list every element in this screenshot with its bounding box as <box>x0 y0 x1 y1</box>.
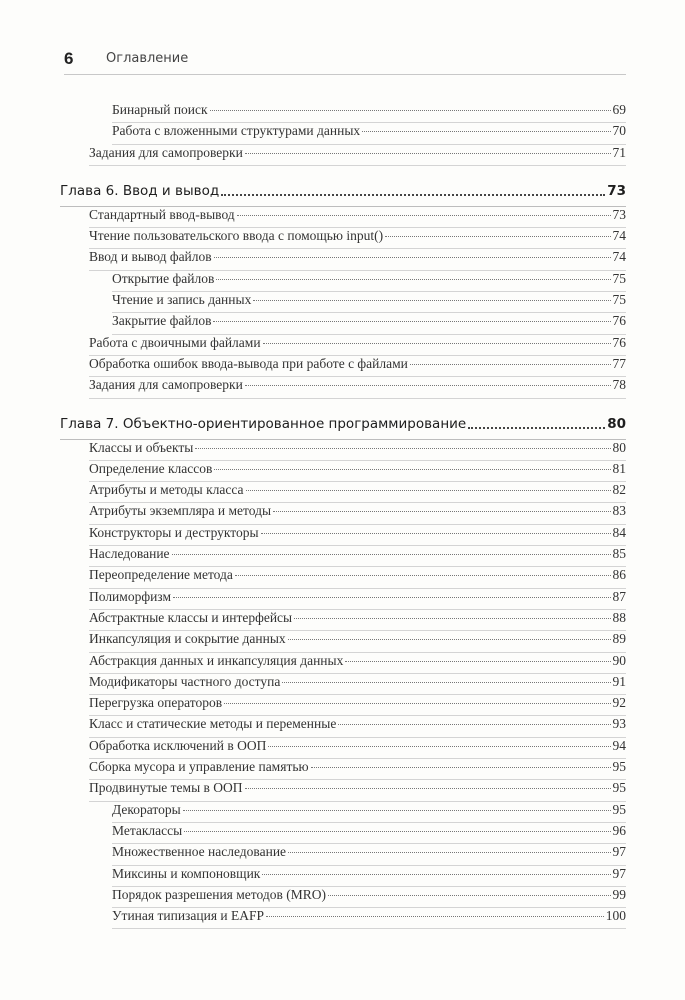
toc-page-number: 78 <box>612 377 626 393</box>
toc-page-number: 74 <box>612 228 626 244</box>
dot-leader <box>224 703 610 704</box>
toc-page-number: 95 <box>612 780 626 796</box>
dot-leader <box>410 364 611 365</box>
toc-page-number: 69 <box>612 102 626 117</box>
toc-page-number: 87 <box>612 588 626 604</box>
dot-leader <box>245 385 611 386</box>
toc-entry-title: Множественное наследование <box>112 844 287 860</box>
toc-page-number: 77 <box>612 355 626 371</box>
toc-entry-title: Глава 7. Объектно-ориентированное программирование <box>60 415 467 432</box>
toc-subsection[interactable] <box>60 313 626 334</box>
toc-entry-title: Порядок разрешения методов (MRO) <box>112 886 326 902</box>
toc-section[interactable] <box>60 674 626 695</box>
toc-page-number: 80 <box>612 439 626 455</box>
toc-page-number: 94 <box>612 737 626 753</box>
toc-entry-title: Утиная типизация и EAFP <box>112 908 265 924</box>
table-of-contents <box>60 102 626 929</box>
dot-leader <box>172 554 611 555</box>
dot-leader <box>262 874 610 875</box>
page-number: 6 <box>64 49 74 68</box>
toc-entry-title: Глава 6. Ввод и вывод <box>60 182 220 199</box>
toc-section[interactable] <box>60 695 626 716</box>
toc-section[interactable] <box>60 780 626 801</box>
dot-leader <box>245 153 611 154</box>
dot-leader <box>210 110 611 111</box>
toc-section[interactable] <box>60 738 626 759</box>
toc-page-number: 76 <box>612 334 626 350</box>
toc-entry-title: Работа с вложенными структурами данных <box>112 123 361 139</box>
toc-subsection[interactable] <box>60 887 626 908</box>
toc-page-number: 90 <box>612 652 626 668</box>
toc-page-number: 74 <box>612 249 626 265</box>
dot-leader <box>184 831 610 832</box>
toc-entry-title: Ввод и вывод файлов <box>89 249 212 265</box>
dot-leader <box>282 682 610 683</box>
toc-page-number: 75 <box>612 270 626 286</box>
dot-leader <box>261 533 611 534</box>
toc-page-number: 70 <box>612 123 626 139</box>
toc-section[interactable] <box>60 207 626 228</box>
toc-page-number: 84 <box>612 524 626 540</box>
toc-subsection[interactable] <box>60 823 626 844</box>
toc-page-number: 97 <box>612 844 626 860</box>
dot-leader <box>195 448 610 449</box>
toc-entry-title: Полиморфизм <box>89 588 171 604</box>
toc-entry-title: Чтение пользовательского ввода с помощью input() <box>89 228 384 244</box>
toc-entry-title: Класс и статические методы и переменные <box>89 716 337 732</box>
dot-leader <box>345 661 610 662</box>
toc-entry-title: Задания для самопроверки <box>89 377 243 393</box>
toc-subsection[interactable] <box>60 102 626 123</box>
dot-leader <box>216 279 610 280</box>
toc-entry-title: Открытие файлов <box>112 270 215 286</box>
dot-leader <box>221 194 605 196</box>
dot-leader <box>245 788 611 789</box>
dot-leader <box>468 427 605 429</box>
toc-chapter[interactable] <box>60 409 626 440</box>
page-header <box>64 48 626 75</box>
dot-leader <box>235 575 611 576</box>
toc-page-number: 85 <box>612 546 626 562</box>
toc-page-number: 86 <box>612 567 626 583</box>
section-gap <box>60 399 626 409</box>
toc-page-number: 71 <box>612 144 626 160</box>
toc-section[interactable] <box>60 482 626 503</box>
toc-section[interactable] <box>60 759 626 780</box>
dot-leader <box>273 511 610 512</box>
dot-leader <box>328 895 611 896</box>
toc-entry-title: Стандартный ввод-вывод <box>89 206 235 222</box>
toc-section[interactable] <box>60 356 626 377</box>
dot-leader <box>246 490 611 491</box>
dot-leader <box>253 300 610 301</box>
section-gap <box>60 166 626 176</box>
toc-entry-title: Работа с двоичными файлами <box>89 334 261 350</box>
toc-page-number: 96 <box>612 822 626 838</box>
toc-entry-title: Задания для самопроверки <box>89 144 243 160</box>
toc-page-number: 97 <box>612 865 626 881</box>
toc-section[interactable] <box>60 228 626 249</box>
toc-page-number: 82 <box>612 482 626 498</box>
toc-entry-title: Атрибуты и методы класса <box>89 482 244 498</box>
dot-leader <box>385 236 610 237</box>
toc-section[interactable] <box>60 525 626 546</box>
dot-leader <box>338 724 610 725</box>
toc-entry-title: Перегрузка операторов <box>89 695 223 711</box>
toc-page-number: 73 <box>612 206 626 222</box>
toc-section[interactable] <box>60 610 626 631</box>
toc-section[interactable] <box>60 461 626 482</box>
toc-entry-title: Продвинутые темы в ООП <box>89 780 243 796</box>
toc-page-number: 75 <box>612 292 626 308</box>
toc-section[interactable] <box>60 335 626 356</box>
toc-entry-title: Абстрактные классы и интерфейсы <box>89 609 293 625</box>
toc-page-number: 95 <box>612 759 626 775</box>
toc-entry-title: Сборка мусора и управление памятью <box>89 759 309 775</box>
dot-leader <box>362 131 610 132</box>
toc-section[interactable] <box>60 653 626 674</box>
toc-page-number: 99 <box>612 886 626 902</box>
dot-leader <box>173 597 611 598</box>
toc-page-number: 89 <box>612 631 626 647</box>
toc-subsection[interactable] <box>60 908 626 929</box>
dot-leader <box>288 639 611 640</box>
toc-entry-title: Инкапсуляция и сокрытие данных <box>89 631 286 647</box>
toc-entry-title: Атрибуты экземпляра и методы <box>89 503 272 519</box>
dot-leader <box>268 746 610 747</box>
toc-entry-title: Классы и объекты <box>89 439 194 455</box>
toc-entry-title: Бинарный поиск <box>112 102 208 117</box>
toc-section[interactable] <box>60 145 626 166</box>
dot-leader <box>311 767 611 768</box>
toc-entry-title: Закрытие файлов <box>112 313 212 329</box>
toc-entry-title: Переопределение метода <box>89 567 233 583</box>
toc-page-number: 93 <box>612 716 626 732</box>
running-title: Оглавление <box>106 51 189 66</box>
dot-leader <box>263 343 611 344</box>
dot-leader <box>183 810 611 811</box>
toc-subsection[interactable] <box>60 271 626 292</box>
dot-leader <box>214 257 611 258</box>
toc-page-number: 88 <box>612 609 626 625</box>
toc-page-number: 83 <box>612 503 626 519</box>
toc-section[interactable] <box>60 503 626 524</box>
toc-subsection[interactable] <box>60 292 626 313</box>
dot-leader <box>294 618 610 619</box>
toc-section[interactable] <box>60 631 626 652</box>
toc-page-number: 95 <box>612 801 626 817</box>
dot-leader <box>213 321 610 322</box>
toc-section[interactable] <box>60 589 626 610</box>
dot-leader <box>237 215 611 216</box>
toc-page-number: 80 <box>607 415 626 432</box>
toc-entry-title: Абстракция данных и инкапсуляция данных <box>89 652 344 668</box>
toc-section[interactable] <box>60 716 626 737</box>
toc-page-number: 73 <box>607 182 626 199</box>
dot-leader <box>214 469 610 470</box>
dot-leader <box>288 852 610 853</box>
toc-entry-title: Модификаторы частного доступа <box>89 673 281 689</box>
toc-page-number: 100 <box>605 908 626 924</box>
toc-section[interactable] <box>60 440 626 461</box>
toc-page-number: 81 <box>612 460 626 476</box>
toc-subsection[interactable] <box>60 866 626 887</box>
toc-section[interactable] <box>60 546 626 567</box>
toc-page-number: 91 <box>612 673 626 689</box>
toc-entry-title: Конструкторы и деструкторы <box>89 524 259 540</box>
toc-entry-title: Определение классов <box>89 460 213 476</box>
dot-leader <box>266 916 604 917</box>
toc-chapter[interactable] <box>60 176 626 207</box>
toc-section[interactable] <box>60 567 626 588</box>
toc-subsection[interactable] <box>60 844 626 865</box>
toc-page-number: 76 <box>612 313 626 329</box>
toc-entry-title: Декораторы <box>112 801 181 817</box>
toc-entry-title: Наследование <box>89 546 170 562</box>
toc-subsection[interactable] <box>60 123 626 144</box>
toc-subsection[interactable] <box>60 802 626 823</box>
toc-entry-title: Обработка исключений в ООП <box>89 737 267 753</box>
toc-entry-title: Чтение и запись данных <box>112 292 252 308</box>
toc-entry-title: Метаклассы <box>112 822 183 838</box>
toc-section[interactable] <box>60 249 626 270</box>
toc-section[interactable] <box>60 377 626 398</box>
toc-entry-title: Обработка ошибок ввода-вывода при работе с файлами <box>89 355 408 371</box>
toc-entry-title: Миксины и компоновщик <box>112 865 261 881</box>
toc-page-number: 92 <box>612 695 626 711</box>
